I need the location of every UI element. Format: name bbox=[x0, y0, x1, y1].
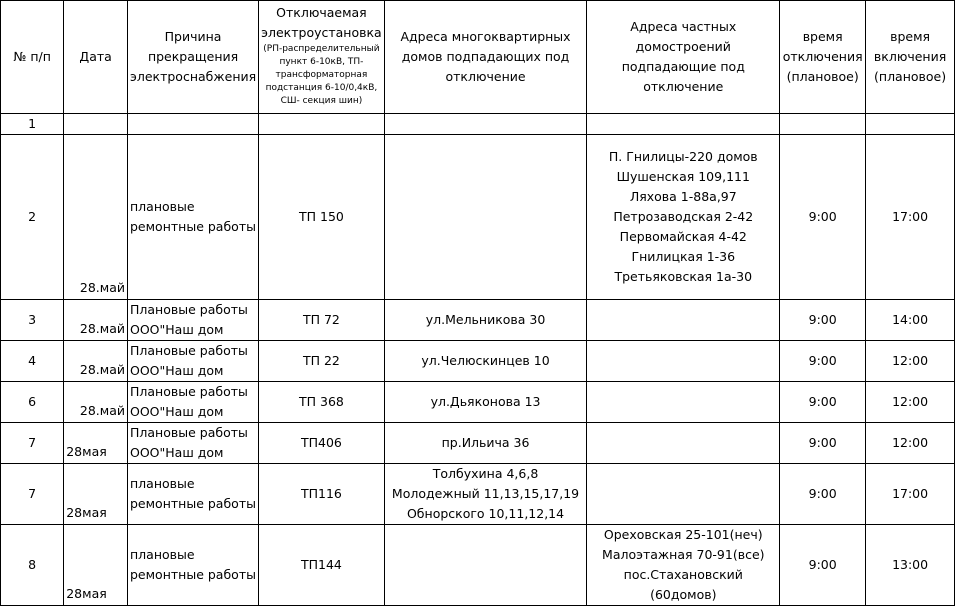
row-private bbox=[587, 525, 780, 606]
row-off-time: 9:00 bbox=[780, 341, 866, 382]
row-date: 28.май bbox=[64, 300, 128, 341]
row-private bbox=[587, 135, 780, 300]
row-reason: плановые ремонтные работы bbox=[128, 525, 259, 606]
empty-cell bbox=[384, 114, 587, 135]
empty-cell bbox=[866, 114, 955, 135]
row-installation: ТП406 bbox=[259, 423, 385, 464]
header-num: № п/п bbox=[1, 1, 64, 114]
row-apartments bbox=[384, 464, 587, 525]
row-num: 7 bbox=[1, 423, 64, 464]
row-installation: ТП144 bbox=[259, 525, 385, 606]
private-address: Малоэтажная 70-91(все) bbox=[602, 547, 765, 562]
row-date: 28.май bbox=[64, 135, 128, 300]
row-on-time: 12:00 bbox=[866, 423, 955, 464]
private-address: П. Гнилицы-220 домов bbox=[608, 149, 758, 164]
header-apartments: Адреса многоквартирных домов подпадающих под отключение bbox=[384, 1, 587, 114]
row-on-time: 17:00 bbox=[866, 135, 955, 300]
table-row bbox=[1, 525, 955, 606]
row-off-time: 9:00 bbox=[780, 423, 866, 464]
apartment-address: Толбухина 4,6,8 bbox=[432, 466, 539, 481]
row-off-time: 9:00 bbox=[780, 525, 866, 606]
row-reason: Плановые работы ООО"Наш дом bbox=[128, 341, 259, 382]
row-off-time: 9:00 bbox=[780, 300, 866, 341]
header-installation bbox=[259, 1, 385, 114]
table-row bbox=[1, 135, 955, 300]
row-num: 7 bbox=[1, 464, 64, 525]
header-installation-title: Отключаемая электроустановка bbox=[261, 5, 382, 40]
row-apartments bbox=[384, 300, 587, 341]
header-reason: Причина прекращения электроснабжения bbox=[128, 1, 259, 114]
apartment-address: ул.Мельникова 30 bbox=[425, 312, 546, 327]
row-reason: плановые ремонтные работы bbox=[128, 464, 259, 525]
private-address: Петрозаводская 2-42 bbox=[613, 209, 754, 224]
numbering-cell: 1 bbox=[1, 114, 64, 135]
row-installation: ТП116 bbox=[259, 464, 385, 525]
header-private: Адреса частных домостроений подпадающие под отключение bbox=[587, 1, 780, 114]
row-installation: ТП 368 bbox=[259, 382, 385, 423]
private-address: Гнилицкая 1-36 bbox=[631, 249, 736, 264]
header-row bbox=[1, 1, 955, 114]
row-date: 28мая bbox=[64, 525, 128, 606]
private-address: Третьяковская 1а-30 bbox=[614, 269, 753, 284]
private-address: пос.Стахановский (60домов) bbox=[623, 567, 743, 602]
empty-cell bbox=[128, 114, 259, 135]
empty-cell bbox=[259, 114, 385, 135]
row-on-time: 12:00 bbox=[866, 382, 955, 423]
private-address: Шушенская 109,111 bbox=[616, 169, 750, 184]
row-apartments bbox=[384, 382, 587, 423]
row-private bbox=[587, 341, 780, 382]
empty-cell bbox=[587, 114, 780, 135]
row-on-time: 14:00 bbox=[866, 300, 955, 341]
row-num: 8 bbox=[1, 525, 64, 606]
row-num: 4 bbox=[1, 341, 64, 382]
apartment-address: ул.Дьяконова 13 bbox=[430, 394, 541, 409]
row-apartments bbox=[384, 423, 587, 464]
apartment-address: Обнорского 10,11,12,14 bbox=[406, 506, 565, 521]
table-body bbox=[1, 1, 955, 606]
table-row bbox=[1, 382, 955, 423]
row-date: 28.май bbox=[64, 382, 128, 423]
row-reason: Плановые работы ООО"Наш дом bbox=[128, 423, 259, 464]
row-off-time: 9:00 bbox=[780, 464, 866, 525]
header-on-time: время включения (плановое) bbox=[866, 1, 955, 114]
row-off-time: 9:00 bbox=[780, 382, 866, 423]
table-row bbox=[1, 300, 955, 341]
row-apartments bbox=[384, 525, 587, 606]
apartment-address: Молодежный 11,13,15,17,19 bbox=[391, 486, 580, 501]
row-private bbox=[587, 423, 780, 464]
row-apartments bbox=[384, 341, 587, 382]
empty-cell bbox=[64, 114, 128, 135]
table-row bbox=[1, 464, 955, 525]
table-row bbox=[1, 423, 955, 464]
row-reason: Плановые работы ООО"Наш дом bbox=[128, 300, 259, 341]
private-address: Ляхова 1-88а,97 bbox=[629, 189, 737, 204]
row-installation: ТП 22 bbox=[259, 341, 385, 382]
row-date: 28.май bbox=[64, 341, 128, 382]
row-num: 2 bbox=[1, 135, 64, 300]
row-private bbox=[587, 464, 780, 525]
row-on-time: 13:00 bbox=[866, 525, 955, 606]
row-num: 6 bbox=[1, 382, 64, 423]
apartment-address: ул.Челюскинцев 10 bbox=[421, 353, 550, 368]
empty-cell bbox=[780, 114, 866, 135]
header-date: Дата bbox=[64, 1, 128, 114]
table-row bbox=[1, 341, 955, 382]
row-installation: ТП 150 bbox=[259, 135, 385, 300]
row-private bbox=[587, 300, 780, 341]
row-date: 28мая bbox=[64, 423, 128, 464]
row-apartments bbox=[384, 135, 587, 300]
row-date: 28мая bbox=[64, 464, 128, 525]
header-off-time: время отключения (плановое) bbox=[780, 1, 866, 114]
row-reason: Плановые работы ООО"Наш дом bbox=[128, 382, 259, 423]
row-off-time: 9:00 bbox=[780, 135, 866, 300]
numbering-row bbox=[1, 114, 955, 135]
private-address: Первомайская 4-42 bbox=[619, 229, 747, 244]
header-installation-note: (РП-распределительный пункт 6-10кВ, ТП-трансформаторная подстанция 6-10/0,4кВ, СШ- секция шин) bbox=[263, 44, 380, 106]
row-private bbox=[587, 382, 780, 423]
private-address: Ореховская 25-101(неч) bbox=[603, 527, 763, 542]
row-num: 3 bbox=[1, 300, 64, 341]
row-on-time: 17:00 bbox=[866, 464, 955, 525]
row-installation: ТП 72 bbox=[259, 300, 385, 341]
apartment-address: пр.Ильича 36 bbox=[441, 435, 530, 450]
row-on-time: 12:00 bbox=[866, 341, 955, 382]
row-reason: плановые ремонтные работы bbox=[128, 135, 259, 300]
